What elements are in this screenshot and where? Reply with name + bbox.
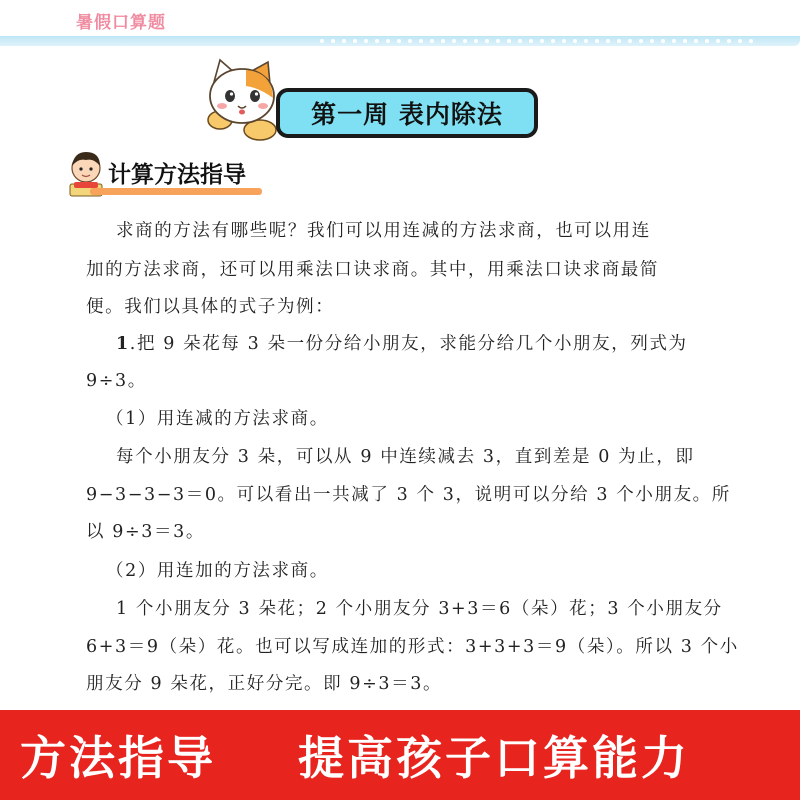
header-title: 暑假口算题 bbox=[76, 13, 166, 33]
paragraph-line: 1 个小朋友分 3 朵花；2 个小朋友分 3+3＝6（朵）花；3 个小朋友分 bbox=[116, 599, 723, 619]
paragraph-line: 加的方法求商，还可以用乘法口诀求商。其中，用乘法口诀求商最简 bbox=[86, 260, 659, 280]
paragraph-line: （2）用连加的方法求商。 bbox=[106, 561, 329, 581]
paragraph-line: 6+3＝9（朵）花。也可以写成连加的形式：3+3+3＝9（朵）。所以 3 个小 bbox=[86, 637, 739, 657]
chapter-title: 第一周 表内除法 bbox=[276, 88, 538, 138]
banner-left-text: 方法指导 bbox=[20, 731, 216, 785]
paragraph-line: 每个小朋友分 3 朵，可以从 9 中连续减去 3，直到差是 0 为止，即 bbox=[116, 447, 695, 467]
paragraph-line: 朋友分 9 朵花，正好分完。即 9÷3＝3。 bbox=[86, 674, 443, 694]
paragraph-line: 9−3−3−3＝0。可以看出一共减了 3 个 3，说明可以分给 3 个小朋友。所 bbox=[86, 485, 731, 505]
item-text: .把 9 朵花每 3 朵一份分给小朋友，求能分给几个小朋友，列式为 bbox=[129, 334, 688, 354]
item-number: 1 bbox=[116, 334, 130, 354]
section-title: 计算方法指导 bbox=[108, 162, 246, 188]
banner-right-text: 提高孩子口算能力 bbox=[298, 731, 690, 785]
paragraph-line: （1）用连减的方法求商。 bbox=[106, 409, 329, 429]
paragraph-line: 便。我们以具体的式子为例： bbox=[86, 297, 335, 317]
paragraph-line bbox=[116, 330, 688, 355]
paragraph-line: 9÷3。 bbox=[86, 371, 147, 391]
paragraph-line: 以 9÷3＝3。 bbox=[86, 522, 205, 542]
promo-banner bbox=[0, 710, 800, 800]
paragraph-line: 求商的方法有哪些呢？我们可以用连减的方法求商，也可以用连 bbox=[116, 221, 651, 241]
